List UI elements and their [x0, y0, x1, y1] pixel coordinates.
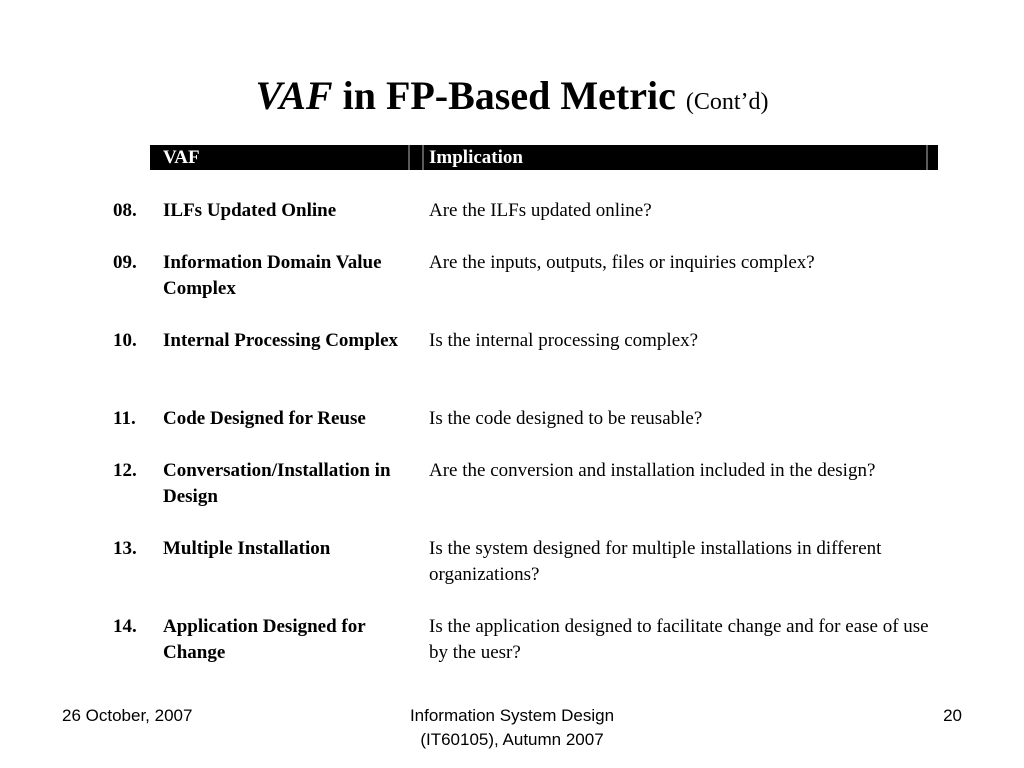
header-divider: [926, 145, 928, 170]
row-vaf-name: Conversation/Installation in Design: [163, 460, 391, 507]
footer-course-line2: (IT60105), Autumn 2007: [420, 730, 604, 749]
row-vaf-name: Application Designed for Change: [163, 616, 366, 663]
table-header: [150, 145, 938, 170]
row-number: 14.: [113, 616, 137, 637]
row-implication: Is the system designed for multiple installations in different organizations?: [429, 538, 882, 585]
row-vaf-name: Multiple Installation: [163, 538, 331, 559]
row-number: 08.: [113, 200, 137, 221]
page-number: 20: [943, 706, 962, 725]
slide-title: [0, 70, 1024, 128]
row-implication: Are the conversion and installation included in the design?: [429, 460, 876, 481]
row-vaf-name: ILFs Updated Online: [163, 200, 337, 221]
row-implication: Is the application designed to facilitate change and for ease of use by the uesr?: [429, 616, 929, 663]
row-implication: Are the inputs, outputs, files or inquiries complex?: [429, 252, 815, 273]
row-implication: Is the code designed to be reusable?: [429, 408, 703, 429]
row-vaf-name: Information Domain Value Complex: [163, 252, 382, 299]
title-suffix: (Cont’d): [685, 89, 769, 115]
row-vaf-name: Code Designed for Reuse: [163, 408, 366, 429]
row-number: 10.: [113, 330, 137, 351]
header-divider: [422, 145, 424, 170]
header-implication: Implication: [429, 147, 523, 168]
row-number: 13.: [113, 538, 137, 559]
row-implication: Are the ILFs updated online?: [429, 200, 652, 221]
row-number: 11.: [113, 408, 136, 429]
row-vaf-name: Internal Processing Complex: [163, 330, 399, 351]
header-vaf: VAF: [163, 147, 200, 168]
footer-course: [362, 704, 662, 752]
title-main: in FP-Based Metric: [332, 73, 686, 118]
title-vaf: VAF: [255, 73, 333, 118]
row-implication: Is the internal processing complex?: [429, 330, 699, 351]
header-divider: [408, 145, 410, 170]
row-number: 09.: [113, 252, 137, 273]
footer-date: 26 October, 2007: [62, 706, 193, 725]
footer-course-line1: Information System Design: [409, 706, 615, 725]
row-number: 12.: [113, 460, 137, 481]
